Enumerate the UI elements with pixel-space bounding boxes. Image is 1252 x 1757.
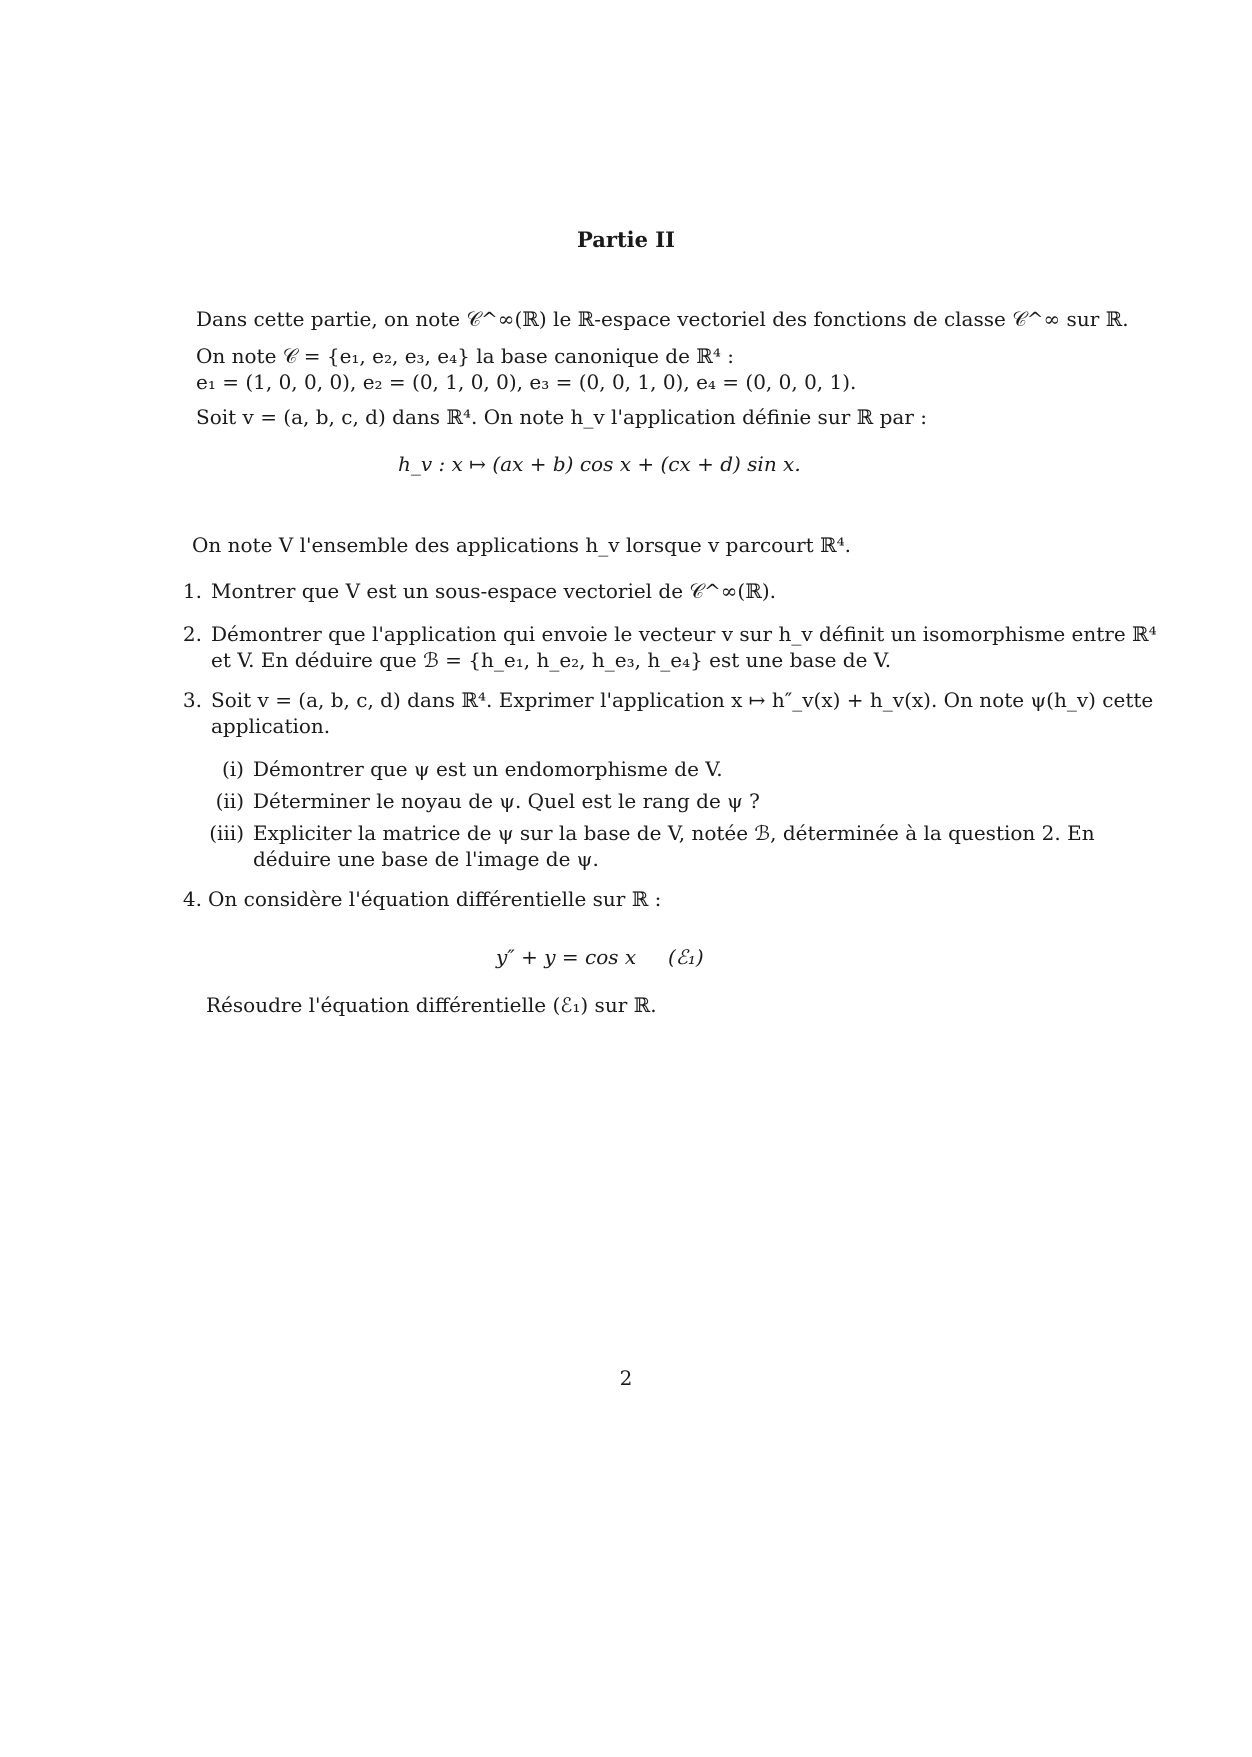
question-2-line-2: et V. En déduire que ℬ = {h_e₁, h_e₂, h_e₃, h_e₄} est une base de V.	[211, 648, 892, 672]
intro-line-1: Dans cette partie, on note 𝒞^∞(ℝ) le ℝ-espace vectoriel des fonctions de classe 𝒞^∞ sur ℝ.	[196, 307, 1129, 331]
question-1-text: Montrer que V est un sous-espace vectoriel de 𝒞^∞(ℝ).	[211, 579, 777, 603]
question-2-number: 2.	[182, 622, 202, 646]
question-3-line-2: application.	[211, 714, 331, 738]
sub-question-i-number: (i)	[221, 757, 244, 781]
intro-line-2: On note 𝒞 = {e₁, e₂, e₃, e₄} la base canonique de ℝ⁴ :	[196, 344, 734, 368]
equation-label: (ℰ₁)	[668, 945, 704, 969]
question-1-number: 1.	[182, 579, 202, 603]
question-2-line-1: Démontrer que l'application qui envoie le vecteur v sur h_v définit un isomorphisme entre ℝ⁴	[211, 622, 1157, 646]
intro-line-3: e₁ = (1, 0, 0, 0), e₂ = (0, 1, 0, 0), e₃ = (0, 0, 1, 0), e₄ = (0, 0, 0, 1).	[196, 370, 857, 394]
sub-question-iii-line-1: Expliciter la matrice de ψ sur la base de V, notée ℬ, déterminée à la question 2. En	[253, 821, 1095, 845]
question-4-text: On considère l'équation différentielle sur ℝ :	[208, 887, 662, 911]
definition-formula: h_v : x ↦ (ax + b) cos x + (cx + d) sin x.	[398, 452, 801, 476]
intro-line-4: Soit v = (a, b, c, d) dans ℝ⁴. On note h_v l'application définie sur ℝ par :	[196, 405, 927, 429]
sub-question-i-text: Démontrer que ψ est un endomorphisme de V.	[253, 757, 723, 781]
question-4-number: 4.	[182, 887, 202, 911]
intro-line-5: On note V l'ensemble des applications h_v lorsque v parcourt ℝ⁴.	[192, 533, 852, 557]
differential-equation: y″ + y = cos x	[496, 945, 637, 969]
question-3-number: 3.	[182, 688, 202, 712]
question-3-line-1: Soit v = (a, b, c, d) dans ℝ⁴. Exprimer l'application x ↦ h″_v(x) + h_v(x). On note ψ(h_v) cette	[211, 688, 1154, 712]
sub-question-ii-text: Déterminer le noyau de ψ. Quel est le rang de ψ ?	[253, 789, 760, 813]
question-4-solve: Résoudre l'équation différentielle (ℰ₁) sur ℝ.	[206, 993, 657, 1017]
sub-question-iii-line-2: déduire une base de l'image de ψ.	[253, 847, 599, 871]
page-number: 2	[619, 1366, 633, 1390]
sub-question-iii-number: (iii)	[209, 821, 244, 845]
section-title: Partie II	[577, 227, 675, 252]
sub-question-ii-number: (ii)	[215, 789, 244, 813]
